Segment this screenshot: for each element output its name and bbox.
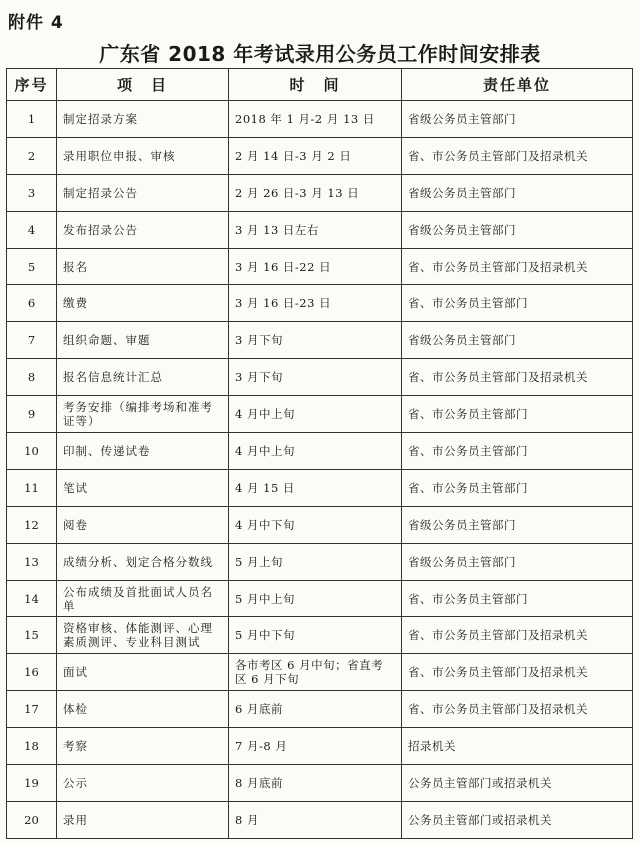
table-row: [7, 433, 633, 470]
row-unit: 省、市公务员主管部门及招录机关: [402, 359, 633, 396]
row-number: 16: [7, 654, 57, 691]
table-row: [7, 469, 633, 506]
row-item: 公示: [57, 765, 229, 802]
table-row: [7, 654, 633, 691]
table-row: [7, 580, 633, 617]
row-item: 组织命题、审题: [57, 322, 229, 359]
row-unit: 省、市公务员主管部门及招录机关: [402, 248, 633, 285]
row-item: 录用: [57, 801, 229, 838]
column-header-unit: 责任单位: [402, 69, 633, 101]
row-time: 3 月 13 日左右: [229, 211, 402, 248]
row-time: 3 月 16 日-22 日: [229, 248, 402, 285]
row-item: 制定招录方案: [57, 101, 229, 138]
row-item: 缴费: [57, 285, 229, 322]
row-item: 面试: [57, 654, 229, 691]
row-time: 4 月中下旬: [229, 506, 402, 543]
row-unit: 省、市公务员主管部门及招录机关: [402, 617, 633, 654]
row-item: 体检: [57, 691, 229, 728]
column-header-time: 时 间: [229, 69, 402, 101]
row-time: 8 月: [229, 801, 402, 838]
row-time: 4 月中上旬: [229, 433, 402, 470]
row-number: 11: [7, 469, 57, 506]
row-number: 17: [7, 691, 57, 728]
row-unit: 省、市公务员主管部门: [402, 469, 633, 506]
row-number: 20: [7, 801, 57, 838]
table-row: [7, 728, 633, 765]
table-row: [7, 285, 633, 322]
schedule-table: [6, 68, 633, 839]
row-unit: 省、市公务员主管部门及招录机关: [402, 137, 633, 174]
row-unit: 省、市公务员主管部门及招录机关: [402, 654, 633, 691]
table-header-row: [7, 69, 633, 101]
row-item: 成绩分析、划定合格分数线: [57, 543, 229, 580]
row-time: 2018 年 1 月-2 月 13 日: [229, 101, 402, 138]
row-unit: 省、市公务员主管部门: [402, 433, 633, 470]
row-number: 14: [7, 580, 57, 617]
row-number: 6: [7, 285, 57, 322]
row-time: 5 月上旬: [229, 543, 402, 580]
row-item: 笔试: [57, 469, 229, 506]
row-number: 4: [7, 211, 57, 248]
row-time: 5 月中下旬: [229, 617, 402, 654]
row-unit: 省、市公务员主管部门及招录机关: [402, 691, 633, 728]
row-number: 3: [7, 174, 57, 211]
row-item: 考察: [57, 728, 229, 765]
row-item: 公布成绩及首批面试人员名单: [57, 580, 229, 617]
row-number: 13: [7, 543, 57, 580]
row-unit: 公务员主管部门或招录机关: [402, 765, 633, 802]
row-item: 制定招录公告: [57, 174, 229, 211]
row-time: 各市考区 6 月中旬；省直考区 6 月下旬: [229, 654, 402, 691]
table-body: [7, 101, 633, 839]
row-time: 4 月 15 日: [229, 469, 402, 506]
row-unit: 省级公务员主管部门: [402, 543, 633, 580]
row-time: 3 月下旬: [229, 322, 402, 359]
row-number: 19: [7, 765, 57, 802]
row-time: 4 月中上旬: [229, 396, 402, 433]
row-number: 15: [7, 617, 57, 654]
row-number: 5: [7, 248, 57, 285]
row-time: 3 月 16 日-23 日: [229, 285, 402, 322]
table-row: [7, 322, 633, 359]
row-number: 2: [7, 137, 57, 174]
row-number: 7: [7, 322, 57, 359]
row-item: 印制、传递试卷: [57, 433, 229, 470]
row-unit: 省级公务员主管部门: [402, 322, 633, 359]
table-row: [7, 137, 633, 174]
row-number: 1: [7, 101, 57, 138]
table-row: [7, 506, 633, 543]
table-row: [7, 248, 633, 285]
row-time: 3 月下旬: [229, 359, 402, 396]
row-item: 发布招录公告: [57, 211, 229, 248]
row-number: 8: [7, 359, 57, 396]
row-item: 录用职位申报、审核: [57, 137, 229, 174]
row-unit: 招录机关: [402, 728, 633, 765]
document-title: 广东省 2018 年考试录用公务员工作时间安排表: [99, 42, 541, 66]
row-number: 9: [7, 396, 57, 433]
row-unit: 省、市公务员主管部门: [402, 285, 633, 322]
table-row: [7, 101, 633, 138]
row-item: 资格审核、体能测评、心理素质测评、专业科目测试: [57, 617, 229, 654]
attachment-label: 附件 4: [8, 13, 64, 33]
row-time: 2 月 26 日-3 月 13 日: [229, 174, 402, 211]
row-time: 2 月 14 日-3 月 2 日: [229, 137, 402, 174]
row-item: 报名: [57, 248, 229, 285]
table-row: [7, 211, 633, 248]
column-header-item: 项 目: [57, 69, 229, 101]
column-header-no: 序号: [7, 69, 57, 101]
row-unit: 省级公务员主管部门: [402, 211, 633, 248]
table-row: [7, 359, 633, 396]
row-unit: 公务员主管部门或招录机关: [402, 801, 633, 838]
row-unit: 省、市公务员主管部门: [402, 396, 633, 433]
row-item: 考务安排（编排考场和准考证等）: [57, 396, 229, 433]
row-number: 18: [7, 728, 57, 765]
row-time: 8 月底前: [229, 765, 402, 802]
row-number: 12: [7, 506, 57, 543]
row-number: 10: [7, 433, 57, 470]
row-item: 报名信息统计汇总: [57, 359, 229, 396]
row-unit: 省、市公务员主管部门: [402, 580, 633, 617]
row-unit: 省级公务员主管部门: [402, 174, 633, 211]
table-row: [7, 174, 633, 211]
table-row: [7, 617, 633, 654]
table-row: [7, 396, 633, 433]
table-row: [7, 691, 633, 728]
row-time: 7 月-8 月: [229, 728, 402, 765]
row-item: 阅卷: [57, 506, 229, 543]
table-row: [7, 765, 633, 802]
row-time: 6 月底前: [229, 691, 402, 728]
row-unit: 省级公务员主管部门: [402, 506, 633, 543]
table-row: [7, 543, 633, 580]
row-time: 5 月中上旬: [229, 580, 402, 617]
row-unit: 省级公务员主管部门: [402, 101, 633, 138]
table-row: [7, 801, 633, 838]
